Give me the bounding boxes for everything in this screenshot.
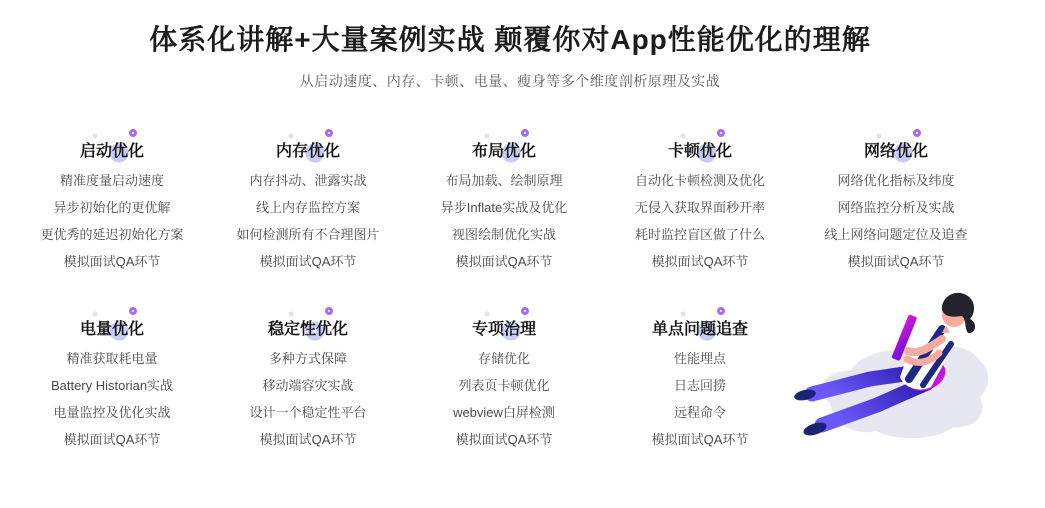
feature-item: 设计一个稳定性平台 — [249, 405, 367, 420]
card-title: 内存优化 — [275, 143, 340, 160]
illustration-cell — [798, 287, 994, 453]
feature-item: 模拟面试QA环节 — [63, 432, 161, 447]
feature-item: 精准获取耗电量 — [66, 351, 158, 366]
feature-card-stability — [210, 287, 406, 453]
feature-item: 异步初始化的更优解 — [53, 200, 171, 215]
circle-decoration-icon — [913, 129, 921, 137]
feature-item: 日志回捞 — [673, 378, 726, 393]
card-title: 专项治理 — [471, 321, 536, 338]
feature-item: 视图绘制优化实战 — [451, 227, 556, 242]
person-lounging-illustration — [792, 287, 1006, 457]
feature-item: 线上网络问题定位及追查 — [824, 227, 968, 242]
circle-decoration-icon — [92, 133, 97, 138]
feature-card-layout — [406, 109, 602, 275]
circle-decoration-icon — [717, 129, 725, 137]
feature-item: 内存抖动、泄露实战 — [249, 173, 367, 188]
circle-decoration-icon — [288, 133, 293, 138]
feature-item: 耗时监控盲区做了什么 — [634, 227, 765, 242]
circle-decoration-icon — [521, 129, 529, 137]
feature-item: 存储优化 — [477, 351, 530, 366]
page-title: 体系化讲解+大量案例实战 颠覆你对App性能优化的理解 — [149, 24, 871, 55]
feature-card-special — [406, 287, 602, 453]
feature-item: Battery Historian实战 — [50, 378, 174, 393]
feature-item: 模拟面试QA环节 — [63, 254, 161, 269]
feature-card-network — [798, 109, 994, 275]
circle-decoration-icon — [484, 133, 489, 138]
circle-decoration-icon — [484, 311, 489, 316]
feature-item: 布局加载、绘制原理 — [445, 173, 563, 188]
hero — [14, 24, 1006, 89]
feature-item: 无侵入获取界面秒开率 — [634, 200, 765, 215]
feature-item: 模拟面试QA环节 — [455, 432, 553, 447]
card-title: 网络优化 — [863, 143, 928, 160]
feature-item: webview白屏检测 — [453, 405, 555, 420]
feature-item: 模拟面试QA环节 — [455, 254, 553, 269]
circle-decoration-icon — [680, 133, 685, 138]
feature-card-battery — [14, 287, 210, 453]
feature-item: 更优秀的延迟初始化方案 — [40, 227, 184, 242]
feature-item: 移动端容灾实战 — [262, 378, 354, 393]
card-title: 稳定性优化 — [267, 321, 348, 338]
feature-item: 多种方式保障 — [268, 351, 347, 366]
circle-decoration-icon — [680, 311, 685, 316]
card-title: 电量优化 — [79, 321, 144, 338]
content — [14, 24, 1006, 453]
card-title: 单点问题追查 — [651, 321, 748, 338]
circle-decoration-icon — [325, 129, 333, 137]
feature-item: 远程命令 — [673, 405, 726, 420]
feature-item: 模拟面试QA环节 — [651, 254, 749, 269]
feature-item: 模拟面试QA环节 — [847, 254, 945, 269]
circle-decoration-icon — [129, 129, 137, 137]
feature-item: 精准度量启动速度 — [59, 173, 164, 188]
feature-card-startup — [14, 109, 210, 275]
feature-item: 如何检测所有不合理图片 — [236, 227, 380, 242]
feature-item: 性能埋点 — [673, 351, 726, 366]
circle-decoration-icon — [521, 307, 529, 315]
feature-grid — [14, 109, 994, 453]
circle-decoration-icon — [129, 307, 137, 315]
circle-decoration-icon — [717, 307, 725, 315]
feature-item: 模拟面试QA环节 — [651, 432, 749, 447]
circle-decoration-icon — [876, 133, 881, 138]
card-title: 卡顿优化 — [667, 143, 732, 160]
feature-card-memory — [210, 109, 406, 275]
feature-item: 模拟面试QA环节 — [259, 432, 357, 447]
circle-decoration-icon — [92, 311, 97, 316]
feature-card-singlepoint — [602, 287, 798, 453]
feature-item: 自动化卡顿检测及优化 — [634, 173, 765, 188]
card-title: 布局优化 — [471, 143, 536, 160]
feature-item: 电量监控及优化实战 — [53, 405, 171, 420]
page-subtitle: 从启动速度、内存、卡顿、电量、瘦身等多个维度剖析原理及实战 — [299, 73, 721, 89]
feature-card-jank — [602, 109, 798, 275]
circle-decoration-icon — [288, 311, 293, 316]
feature-item: 线上内存监控方案 — [255, 200, 360, 215]
feature-item: 模拟面试QA环节 — [259, 254, 357, 269]
feature-item: 异步Inflate实战及优化 — [440, 200, 568, 215]
feature-item: 网络优化指标及纬度 — [837, 173, 955, 188]
feature-item: 网络监控分析及实战 — [837, 200, 955, 215]
feature-item: 列表页卡顿优化 — [458, 378, 550, 393]
circle-decoration-icon — [325, 307, 333, 315]
card-title: 启动优化 — [79, 143, 144, 160]
